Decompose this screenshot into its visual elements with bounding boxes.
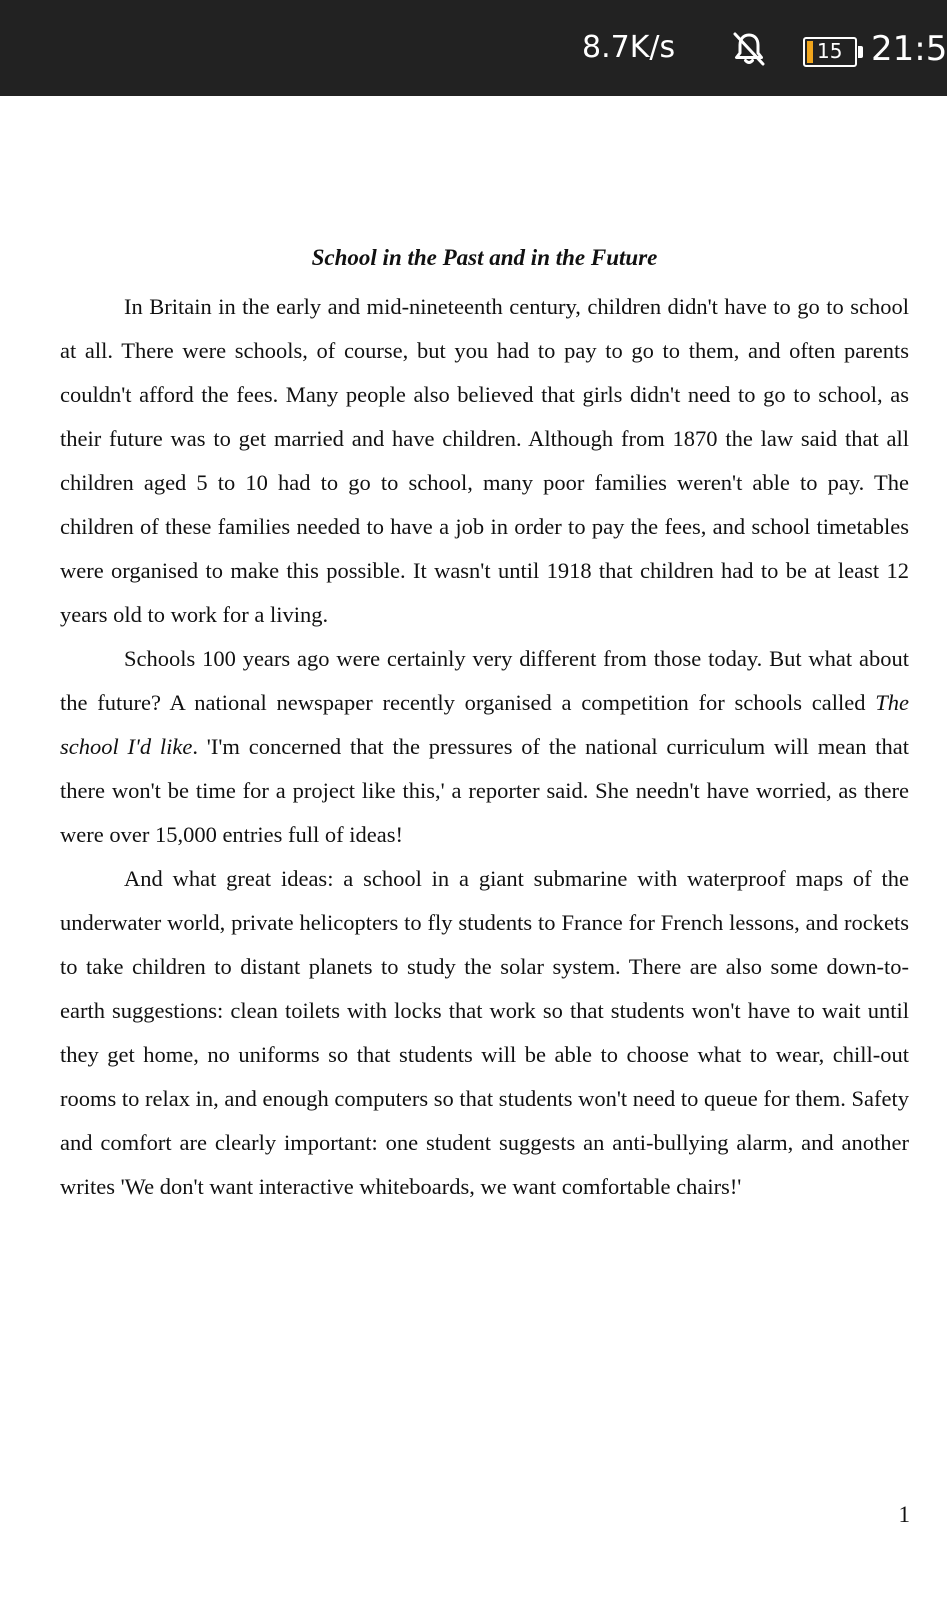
document-title: School in the Past and in the Future — [311, 245, 658, 270]
paragraph-past: In Britain in the early and mid-nineteenth century, children didn't have to go to school at all. There were schools, of course, but you had to pay to go to them, and often parents couldn't afford the fees. Many people also believed that girls didn't need to go to school, as their future was to get married and have children. Although from 1870 the law said that all children aged 5 to 10 had to go to school, many poor families weren't able to pay. The children of these families needed to have a job in order to pay the fees, and school timetables were organised to make this possible. It wasn't until 1918 that children had to be at least 12 years old to work for a living. — [60, 294, 909, 627]
document-page — [60, 240, 909, 1209]
battery-icon — [803, 37, 857, 67]
paragraph-future — [60, 637, 909, 857]
status-time: 21:5 — [871, 29, 947, 69]
paragraph-ideas: And what great ideas: a school in a giant submarine with waterproof maps of the underwater world, private helicopters to fly students to France for French lessons, and rockets to take children to distant planets to study the solar system. There are also some down-to-earth suggestions: clean toilets with locks that work so that students won't have to wait until they get home, no uniforms so that students will be able to choose what to wear, chill-out rooms to relax in, and enough computers so that students won't need to queue for them. Safety and comfort are clearly important: one student suggests an anti-bullying alarm, and another writes 'We don't want interactive whiteboards, we want comfortable chairs!' — [60, 866, 909, 1199]
status-bar — [0, 0, 947, 96]
competition-name: The school I'd like — [60, 690, 909, 759]
page-number: 1 — [898, 1502, 910, 1527]
battery-level: 15 — [817, 39, 843, 63]
paragraph-future-rest: . 'I'm concerned that the pressures of the national curriculum will mean that there won't be time for a project like this,' a reporter said. She needn't have worried, as there were over 15,000 entries full of ideas! — [60, 734, 909, 847]
bell-off-icon — [730, 30, 768, 68]
battery-tip — [858, 46, 863, 58]
paragraph-future-lead: Schools 100 years ago were certainly very different from those today. But what about the future? A national newspaper recently organised a competition for schools called — [60, 646, 909, 715]
battery-level-fill — [807, 41, 813, 63]
network-speed: 8.7K/s — [582, 30, 676, 65]
